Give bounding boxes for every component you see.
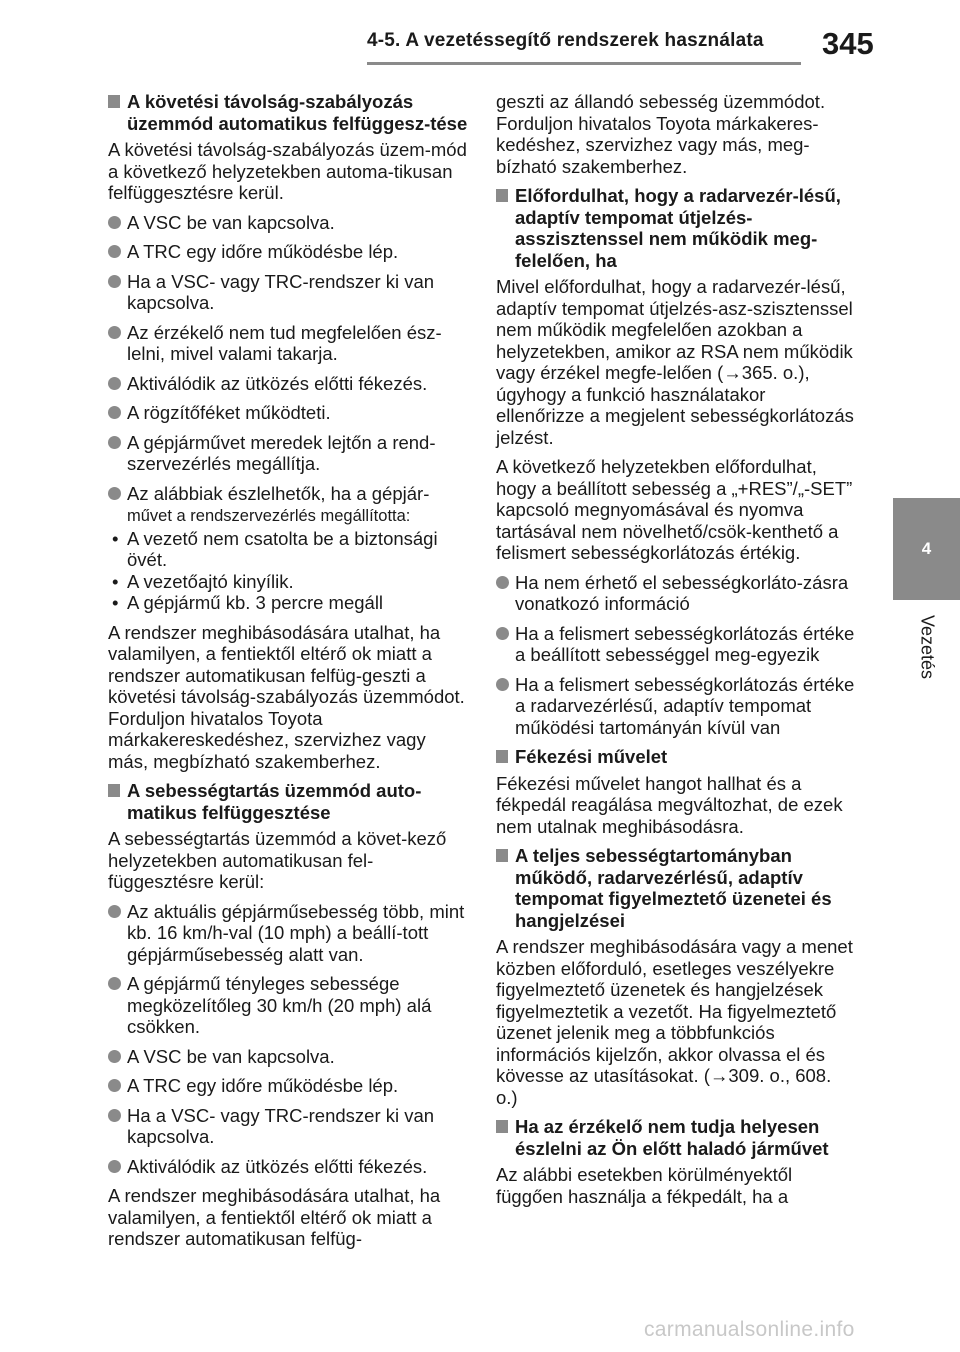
list-item: A gépjármű tényleges sebessége megközelítőleg 30 km/h (20 mph) alá csökken. bbox=[108, 973, 468, 1038]
running-header-title: 4-5. A vezetéssegítő rendszerek használata bbox=[367, 30, 764, 51]
sub-list-item: • A vezető nem csatolta be a biztonsági övét. bbox=[112, 527, 438, 570]
list-item: Ha nem érhető el sebességkorláto-zásra vonatkozó információ bbox=[496, 572, 856, 615]
header-rule bbox=[367, 62, 801, 65]
footer-watermark: carmanualsonline.info bbox=[644, 1318, 855, 1341]
round-bullet-icon bbox=[108, 1050, 121, 1063]
paragraph: Mivel előfordulhat, hogy a radarvezér-lésű, adaptív tempomat útjelzés-asz-szisztenssel nem működik megfelelően azokban a helyzetekben, amikor az RSA nem működik vagy érzékel megfe-lelően (→365. o.), úgyhogy a funkció használatakor ellenőrizze a megjelent sebességkorlátozás jelzést. bbox=[496, 276, 854, 448]
round-bullet-icon bbox=[108, 245, 121, 258]
square-bullet-icon bbox=[496, 849, 508, 862]
section-heading: Előfordulhat, hogy a radarvezér-lésű, adaptív tempomat útjelzés-asszisztenssel nem működik meg-felelően, ha bbox=[496, 185, 856, 271]
paragraph: geszti az állandó sebesség üzemmódot. Forduljon hivatalos Toyota márkakeres-kedéshez, szervizhez vagy más, meg-bízható szakemberhez. bbox=[496, 91, 826, 177]
round-bullet-icon bbox=[496, 576, 509, 589]
chapter-number: 4 bbox=[921, 539, 932, 558]
round-bullet-icon bbox=[108, 1160, 121, 1173]
section-heading: A sebességtartás üzemmód auto-matikus felfüggesztése bbox=[108, 780, 468, 823]
round-bullet-icon bbox=[108, 406, 121, 419]
chapter-label: Vezetés bbox=[917, 614, 938, 680]
list-item: A TRC egy időre működésbe lép. bbox=[108, 1075, 468, 1097]
list-item: A VSC be van kapcsolva. bbox=[108, 1046, 468, 1068]
paragraph: A rendszer meghibásodására vagy a menet közben előforduló, esetleges veszélyekre figyelmeztető üzenetek és hangjelzések figyelmeztetik a vezetőt. Ha figyelmeztető üzenet jelenik meg a többfunkciós információs kijelzőn, akkor olvassa el és kövesse az utasításokat. (→309. o., 608. o.) bbox=[496, 936, 853, 1108]
square-bullet-icon bbox=[496, 1120, 508, 1133]
section-heading: Fékezési művelet bbox=[496, 746, 856, 768]
sub-list-item: • A gépjármű kb. 3 percre megáll bbox=[112, 592, 384, 613]
square-bullet-icon bbox=[108, 95, 120, 108]
round-bullet-icon bbox=[108, 487, 121, 500]
paragraph: A következő helyzetekben előfordulhat, hogy a beállított sebesség a „+RES”/„-SET” kapcsoló megnyomásával és nyomva tartásával nem növelhető/csök-kenthető a felismert sebességkorlátozás értékig. bbox=[496, 456, 853, 563]
paragraph: A követési távolság-szabályozás üzem-mód a következő helyzetekben automa-tikusan felfüggesztésre kerül. bbox=[108, 139, 467, 203]
sub-list bbox=[108, 528, 468, 614]
paragraph: Fékezési művelet hangot hallhat és a fékpedál reagálása megváltozhat, de ezek nem utalnak meghibásodásra. bbox=[496, 772, 843, 837]
round-bullet-icon bbox=[108, 436, 121, 449]
list-item: Az alábbiak észlelhetők, ha a gépjár- művet a rendszervezérlés megállította: bbox=[108, 483, 468, 528]
round-bullet-icon bbox=[496, 678, 509, 691]
list-item: A VSC be van kapcsolva. bbox=[108, 212, 468, 234]
section-heading: A követési távolság-szabályozás üzemmód automatikus felfüggesz-tése bbox=[108, 91, 468, 134]
paragraph: A sebességtartás üzemmód a követ-kező helyzetekben automatikusan fel-függesztésre kerül: bbox=[108, 828, 447, 892]
list-item: A rögzítőféket működteti. bbox=[108, 402, 468, 424]
round-bullet-icon bbox=[108, 216, 121, 229]
paragraph: A rendszer meghibásodására utalhat, ha valamilyen, a fentiektől eltérő ok miatt a rendszer automatikusan felfüg-geszti a követési távolság-szabályozás üzemmódot. Forduljon hivatalos Toyota márkakereskedéshez, szervizhez vagy más, megbízható szakemberhez. bbox=[108, 621, 465, 772]
list-item: Ha a VSC- vagy TRC-rendszer ki van kapcsolva. bbox=[108, 1105, 468, 1148]
round-bullet-icon bbox=[108, 377, 121, 390]
page-number: 345 bbox=[822, 26, 874, 61]
left-column bbox=[108, 91, 468, 1258]
list-item: A gépjárművet meredek lejtőn a rend-szervezérlés megállítja. bbox=[108, 432, 468, 475]
round-bullet-icon bbox=[108, 1079, 121, 1092]
section-heading: Ha az érzékelő nem tudja helyesen észlelni az Ön előtt haladó járművet bbox=[496, 1116, 856, 1159]
chapter-tab bbox=[893, 498, 960, 600]
round-bullet-icon bbox=[108, 1109, 121, 1122]
round-bullet-icon bbox=[496, 627, 509, 640]
list-item: A TRC egy időre működésbe lép. bbox=[108, 241, 468, 263]
round-bullet-icon bbox=[108, 326, 121, 339]
list-item: Ha a felismert sebességkorlátozás értéke a beállított sebességgel meg-egyezik bbox=[496, 623, 856, 666]
list-item: Az érzékelő nem tud megfelelően ész-lelni, mivel valami takarja. bbox=[108, 322, 468, 365]
list-item: Ha a felismert sebességkorlátozás értéke a radarvezérlésű, adaptív tempomat működési tartományán kívül van bbox=[496, 674, 856, 739]
list-item: Az aktuális gépjárműsebesség több, mint kb. 16 km/h-val (10 mph) a beállí-tott gépjárműsebesség alatt van. bbox=[108, 901, 468, 966]
list-item: Aktiválódik az ütközés előtti fékezés. bbox=[108, 373, 468, 395]
square-bullet-icon bbox=[496, 750, 508, 763]
section-heading: A teljes sebességtartományban működő, radarvezérlésű, adaptív tempomat figyelmeztető üzenetei és hangjelzései bbox=[496, 845, 856, 931]
round-bullet-icon bbox=[108, 905, 121, 918]
square-bullet-icon bbox=[496, 189, 508, 202]
list-item: Ha a VSC- vagy TRC-rendszer ki van kapcsolva. bbox=[108, 271, 468, 314]
list-item: Aktiválódik az ütközés előtti fékezés. bbox=[108, 1156, 468, 1178]
sub-list-item: • A vezetőajtó kinyílik. bbox=[112, 570, 294, 592]
round-bullet-icon bbox=[108, 275, 121, 288]
paragraph: Az alábbi esetekben körülményektől függően használja a fékpedált, ha a bbox=[496, 1164, 793, 1207]
right-column bbox=[496, 91, 856, 1215]
square-bullet-icon bbox=[108, 784, 120, 797]
round-bullet-icon bbox=[108, 977, 121, 990]
paragraph: A rendszer meghibásodására utalhat, ha valamilyen, a fentiektől eltérő ok miatt a rendszer automatikusan felfüg- bbox=[108, 1185, 441, 1249]
